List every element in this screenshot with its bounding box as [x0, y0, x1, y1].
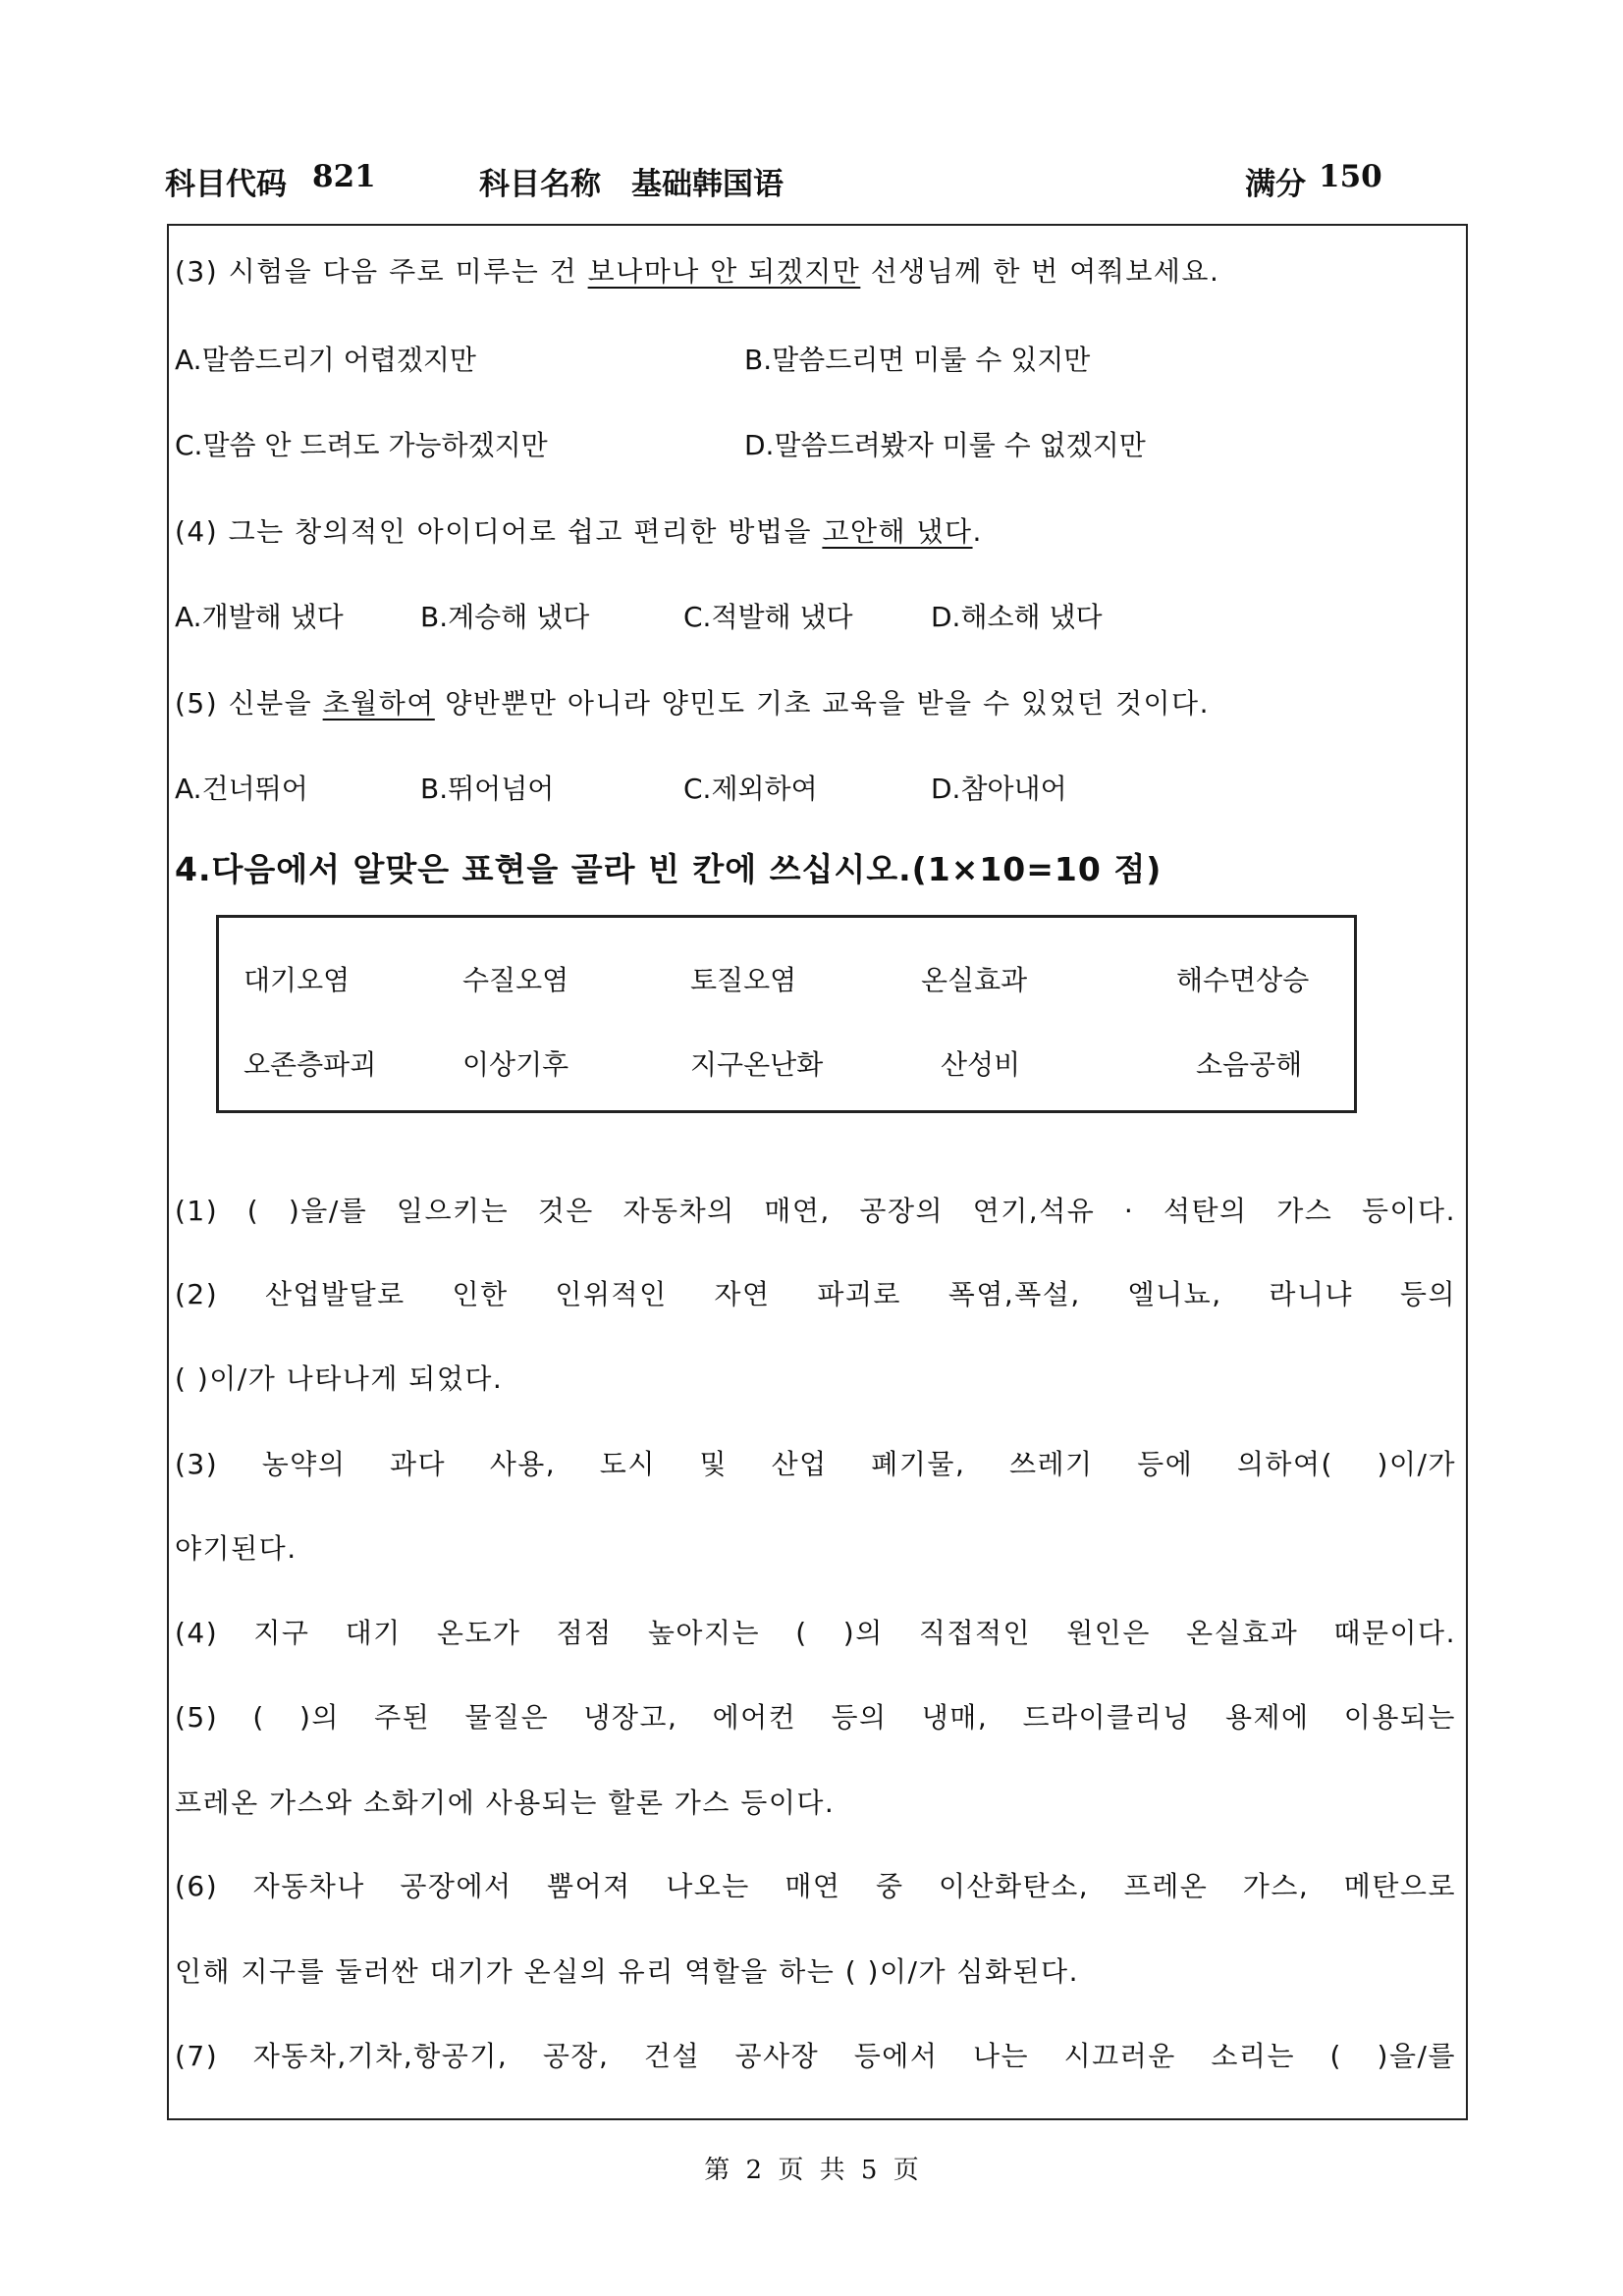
word-bank-item: 산성비: [941, 1048, 1021, 1081]
question-5: [175, 682, 1210, 721]
option-a: A.건너뛰어: [175, 773, 308, 805]
fill-blank-line: (6) 자동차나 공장에서 뿜어져 나오는 매연 중 이산화탄소, 프레온 가스, 메탄으로: [175, 1870, 1456, 1902]
question-4-options: [175, 596, 1451, 635]
option-b: B.뛰어넘어: [420, 773, 555, 805]
option-b: B.계승해 냈다: [420, 601, 590, 633]
question-3-options-row-2: [175, 424, 1451, 463]
full-score-value: 150: [1319, 159, 1382, 194]
underlined-phrase: 초월하여: [322, 687, 435, 720]
subject-name-label: 科目名称: [479, 167, 601, 202]
question-text: 시험을 다음 주로 미루는 건: [218, 255, 588, 288]
fill-blank-line: (5) ( )의 주된 물질은 냉장고, 에어컨 등의 냉매, 드라이클리닝 용제에 이용되는: [175, 1701, 1456, 1734]
question-frame: [167, 224, 1468, 2120]
fill-blank-line: (3) 농약의 과다 사용, 도시 및 산업 폐기물, 쓰레기 등에 의하여( )이/가: [175, 1448, 1456, 1480]
fill-blank-line: ( )이/가 나타나게 되었다.: [175, 1362, 504, 1395]
question-4: [175, 510, 983, 550]
fill-blank-line: 프레온 가스와 소화기에 사용되는 할론 가스 등이다.: [175, 1787, 836, 1819]
question-3: [175, 250, 1219, 290]
fill-blank-line: (4) 지구 대기 온도가 점점 높아지는 ( )의 직접적인 원인은 온실효과 때문이다.: [175, 1617, 1456, 1649]
word-bank-box: [216, 915, 1357, 1113]
option-a: A.개발해 냈다: [175, 601, 344, 633]
question-number: (4): [175, 515, 219, 548]
option-c: C.제외하여: [683, 773, 818, 805]
option-d: D.말씀드려봤자 미룰 수 없겠지만: [744, 429, 1146, 461]
word-bank-item: 토질오염: [690, 964, 797, 996]
question-number: (3): [175, 255, 219, 288]
question-5-options: [175, 768, 1451, 807]
word-bank-item: 오존층파괴: [243, 1048, 377, 1081]
fill-blank-line: 인해 지구를 둘러싼 대기가 온실의 유리 역할을 하는 ( )이/가 심화된다.: [175, 1955, 1079, 1988]
option-b: B.말씀드리면 미룰 수 있지만: [744, 344, 1091, 376]
option-a: A.말씀드리기 어렵겠지만: [175, 344, 476, 376]
subject-name-value: 基础韩国语: [631, 167, 784, 202]
underlined-phrase: 보나마나 안 되겠지만: [587, 255, 861, 288]
question-text: 신분을: [218, 687, 323, 720]
option-d: D.참아내어: [931, 773, 1067, 805]
question-3-options-row-1: [175, 339, 1451, 378]
option-d: D.해소해 냈다: [931, 601, 1103, 633]
question-text: .: [972, 515, 983, 548]
word-bank-item: 이상기후: [462, 1048, 569, 1081]
subject-code-value: 821: [312, 159, 376, 194]
question-text: 양반뿐만 아니라 양민도 기초 교육을 받을 수 있었던 것이다.: [434, 687, 1210, 720]
full-score-label: 满分: [1245, 167, 1306, 202]
option-c: C.말씀 안 드려도 가능하겠지만: [175, 429, 548, 461]
fill-blank-line: (1) ( )을/를 일으키는 것은 자동차의 매연, 공장의 연기,석유 · 석탄의 가스 등이다.: [175, 1195, 1456, 1227]
exam-header: [165, 159, 1392, 208]
fill-blank-line: 야기된다.: [175, 1532, 298, 1565]
word-bank-item: 소음공해: [1196, 1048, 1303, 1081]
fill-blank-line: (2) 산업발달로 인한 인위적인 자연 파괴로 폭염,폭설, 엘니뇨, 라니냐 등의: [175, 1278, 1456, 1310]
word-bank-item: 지구온난화: [690, 1048, 824, 1081]
question-text: 그는 창의적인 아이디어로 쉽고 편리한 방법을: [218, 515, 823, 548]
subject-code-label: 科目代码: [165, 167, 287, 202]
section-4-title: 4.다음에서 알맞은 표현을 골라 빈 칸에 쓰십시오.(1×10=10 점): [175, 850, 1163, 888]
word-bank-item: 해수면상승: [1176, 964, 1310, 996]
word-bank-item: 수질오염: [462, 964, 569, 996]
word-bank-item: 대기오염: [243, 964, 351, 996]
question-number: (5): [175, 687, 219, 720]
fill-blank-line: (7) 자동차,기차,항공기, 공장, 건설 공사장 등에서 나는 시끄러운 소리는 ( )을/를: [175, 2040, 1456, 2072]
underlined-phrase: 고안해 냈다: [822, 515, 973, 548]
page-number: 第 2 页 共 5 页: [704, 2156, 919, 2185]
question-text: 선생님께 한 번 여쭤보세요.: [860, 255, 1220, 288]
word-bank-item: 온실효과: [921, 964, 1028, 996]
option-c: C.적발해 냈다: [683, 601, 853, 633]
